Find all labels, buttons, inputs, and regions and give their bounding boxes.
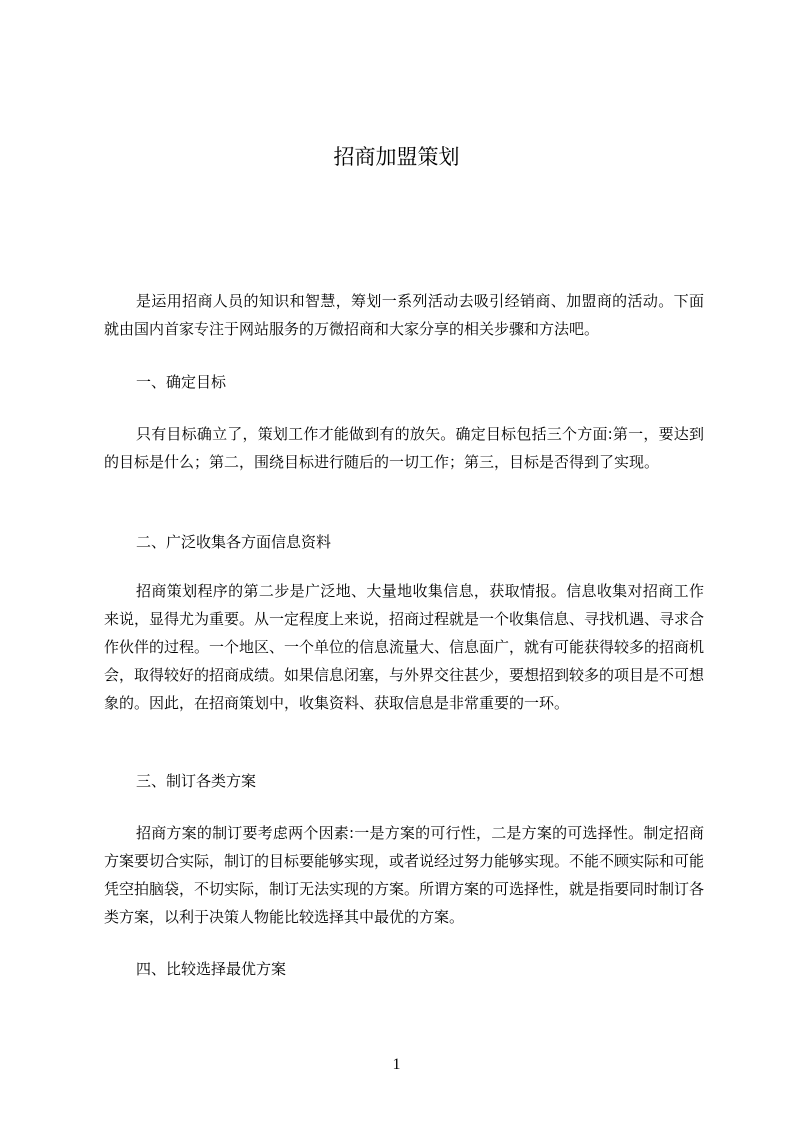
section-1-heading: 一、确定目标 xyxy=(136,373,227,391)
section-2-body: 招商策划程序的第二步是广泛地、大量地收集信息，获取情报。信息收集对招商工作来说，显得尤为重要。从一定程度上来说，招商过程就是一个收集信息、寻找机遇、寻求合作伙伴的过程。一个地区、一个单位的信息流量大、信息面广，就有可能获得较多的招商机会，取得较好的招商成绩。如果信息闭塞，与外界交往甚少，要想招到较多的项目是不可想象的。因此，在招商策划中，收集资料、获取信息是非常重要的一环。 xyxy=(104,582,705,712)
section-4-heading: 四、比较选择最优方案 xyxy=(136,960,287,978)
section-2-heading: 二、广泛收集各方面信息资料 xyxy=(136,533,332,551)
intro-paragraph: 是运用招商人员的知识和智慧，筹划一系列活动去吸引经销商、加盟商的活动。下面就由国内首家专注于网站服务的万微招商和大家分享的相关步骤和方法吧。 xyxy=(104,292,704,338)
page-title: 招商加盟策划 xyxy=(333,145,460,169)
section-3-heading: 三、制订各类方案 xyxy=(136,772,257,790)
page-number: 1 xyxy=(392,1056,401,1073)
section-1-body: 只有目标确立了，策划工作才能做到有的放矢。确定目标包括三个方面:第一，要达到的目标是什么；第二，围绕目标进行随后的一切工作；第三，目标是否得到了实现。 xyxy=(104,425,704,471)
section-3-body: 招商方案的制订要考虑两个因素:一是方案的可行性，二是方案的可选择性。制定招商方案要切合实际，制订的目标要能够实现，或者说经过努力能够实现。不能不顾实际和可能凭空拍脑袋，不切实际，制订无法实现的方案。所谓方案的可选择性，就是指要同时制订各类方案，以利于决策人物能比较选择其中最优的方案。 xyxy=(104,824,705,926)
